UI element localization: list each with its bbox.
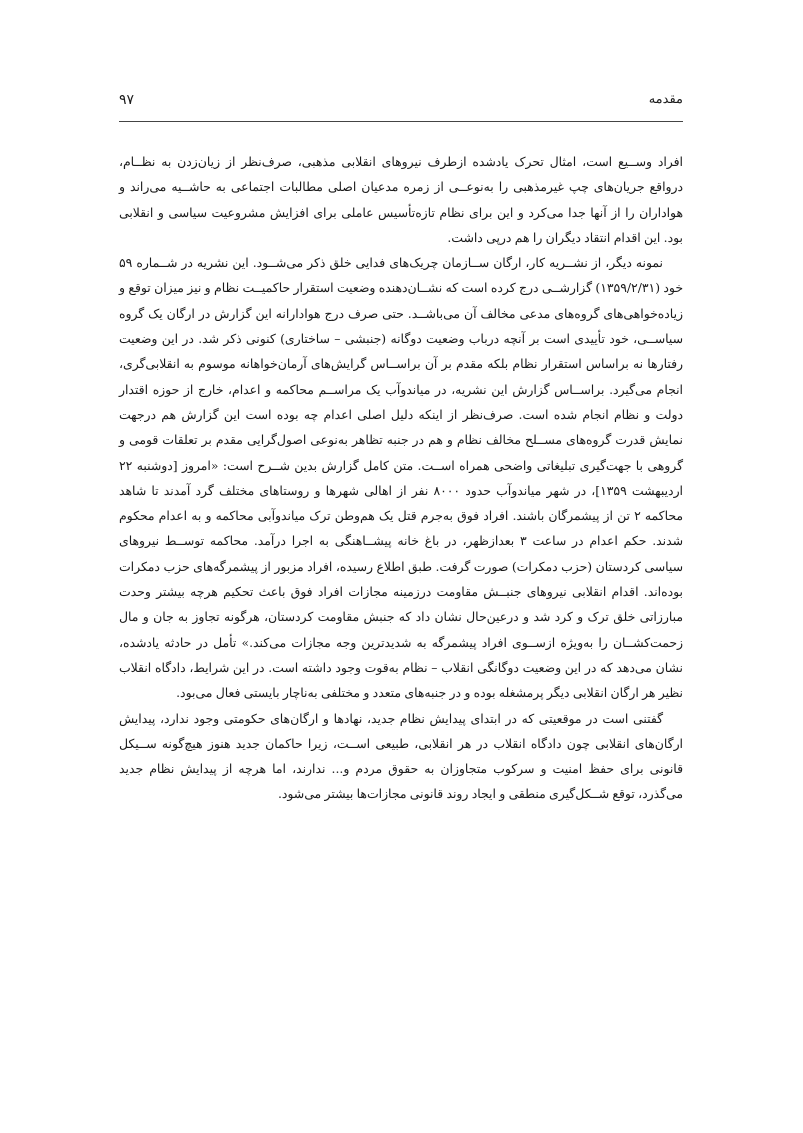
body-text [119, 149, 683, 807]
paragraph: گفتنی است در موقعیتی که در ابتدای پیدایش نظام جدید، نهادها و ارگان‌های حکومتی وجود ندارد، پیدایش ارگان‌های انقلابی چون دادگاه انقلاب در هر انقلابی، طبیعی اســت، زیرا حاکمان جدید هنوز هیچ‌گونه ســیکل قانونی برای حفظ امنیت و سرکوب متجاوزان به حقوق مردم و... ندارند، اما هرچه از پیدایش نظام جدید می‌گذرد، توقع شــکل‌گیری منطقی و ایجاد روند قانونی مجازات‌ها بیشتر می‌شود. [119, 710, 683, 802]
chapter-title: مقدمه [648, 92, 683, 107]
header-rule [119, 121, 683, 122]
paragraph: افراد وســیع است، امثال تحرک یادشده ازطرف نیروهای انقلابی مذهبی، صرف‌نظر از زیان‌زدن به نظــام، درواقع جریان‌های چپ غیرمذهبی را به‌نوعــی از زمره مدعیان اصلی مطالبات اجتماعی به حاشــیه می‌راند و هواداران را از آنها جدا می‌کرد و این برای نظام تازه‌تأسیس عاملی برای افزایش مشروعیت سیاسی و انقلابی بود. این اقدام انتقاد دیگران را هم درپی داشت. [119, 154, 683, 245]
page-number: ۹۷ [119, 92, 135, 108]
paragraph: نمونه دیگر، از نشــریه کار، ارگان ســازمان چریک‌های فدایی خلق ذکر می‌شــود. این نشریه در شــماره ۵۹ خود (۱۳۵۹/۲/۳۱) گزارشــی درج کرده است که نشــان‌دهنده وضعیت استقرار حاکمیــت نظام و نیز میزان توقع و زیاده‌خواهی‌های گروه‌های مدعی مخالف آن می‌باشــد. حتی صرف درج هوادارانه این گزارش در ارگان یک گروه سیاســی، خود تأییدی است بر آنچه درباب وضعیت دوگانه (جنبشی – ساختاری) کنونی ذکر شد. در این وضعیت رفتارها نه براساس استقرار نظام بلکه مقدم بر آن براســاس گرایش‌های آرمان‌خواهانه موسوم به انقلابی‌گری، انجام می‌گیرد. براســاس گزارش این نشریه، در میاندوآب یک مراســم محاکمه و اعدام، خارج از حوزه اقتدار دولت و نظام انجام شده است. صرف‌نظر از اینکه دلیل اصلی اعدام چه بوده است این گزارش هم درجهت نمایش قدرت گروه‌های مســلح مخالف نظام و هم در جنبه تظاهر به‌نوعی اصول‌گرایی مقدم بر تعلقات قومی و گروهی با جهت‌گیری تبلیغاتی واضحی همراه اســت. متن کامل گزارش بدین شــرح است: «امروز [دوشنبه ۲۲ اردیبهشت ۱۳۵۹]، در شهر میاندوآب حدود ۸۰۰۰ نفر از اهالی شهرها و روستاهای مختلف گرد آمدند تا شاهد محاکمه ۲ تن از پیشمرگان باشند. افراد فوق به‌جرم قتل یک هم‌وطن ترک میاندوآبی محاکمه و به اعدام محکوم شدند. حکم اعدام در ساعت ۳ بعدازظهر، در باغ خانه پیشــاهنگی به اجرا درآمد. محاکمه توســط نیروهای سیاسی کردستان (حزب دمکرات) صورت گرفت. طبق اطلاع رسیده، افراد مزبور از پیشمرگه‌های حزب دمکرات بوده‌اند. اقدام انقلابی نیروهای جنبــش مقاومت درزمینه مجازات افراد فوق باعث تحکیم هرچه بیشتر وحدت مبارزاتی خلق ترک و کرد شد و درعین‌حال نشان داد که جنبش مقاومت کردستان، هرگونه تجاوز به جان و مال زحمت‌کشــان را به‌ویژه ازســوی افراد پیشمرگه به شدیدترین وجه مجازات می‌کند.» تأمل در حادثه یادشده، نشان می‌دهد که در این وضعیت دوگانگی انقلاب – نظام به‌قوت وجود داشته است. در این شرایط، دادگاه انقلاب نظیر هر ارگان انقلابی دیگر پرمشغله بوده و در جنبه‌های متعدد و مختلفی به‌ناچار بایستی فعال می‌بود. [119, 255, 683, 701]
running-header [119, 88, 683, 112]
